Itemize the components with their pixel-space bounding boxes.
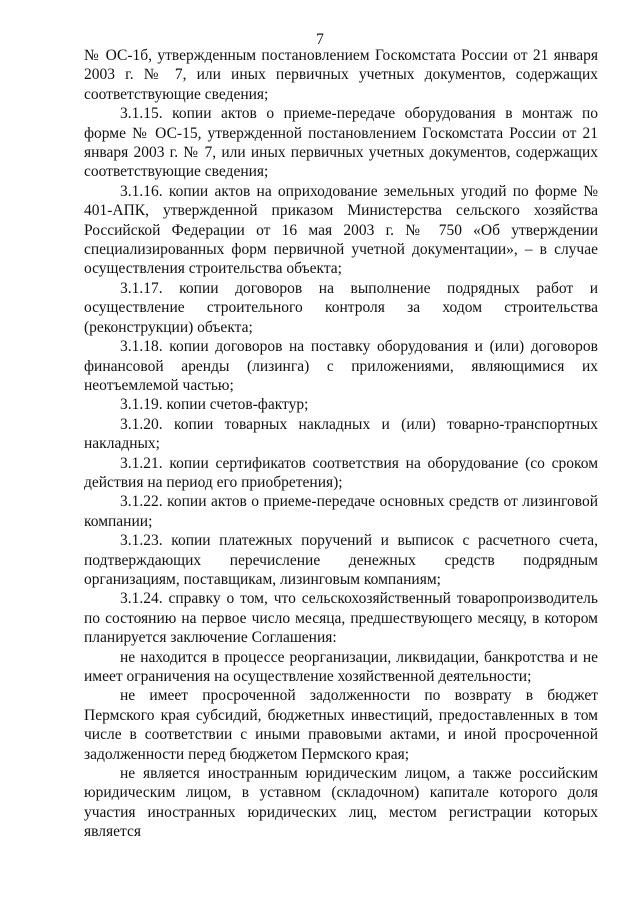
paragraph-continuation: № ОС-1б, утвержденным постановлением Госкомстата России от 21 января 2003 г. № 7, или иных первичных учетных документов, содержащих соответствующие сведения; xyxy=(84,47,598,103)
condition-no-reorganization: не находится в процессе реорганизации, ликвидации, банкротства и не имеет ограничения на осуществление хозяйственной деятельности; xyxy=(84,648,598,685)
document-body xyxy=(84,46,598,842)
paragraph-3-1-24: 3.1.24. справку о том, что сельскохозяйственный товаропроизводитель по состоянию на первое число месяца, предшествующего месяцу, в котором планируется заключение Соглашения: xyxy=(84,590,598,647)
paragraph-3-1-15: 3.1.15. копии актов о приеме-передаче оборудования в монтаж по форме № ОС-15, утвержденной постановлением Госкомстата России от 21 января 2003 г. № 7, или иных первичных учетных документов, содержащих соответствующие сведения; xyxy=(84,105,598,181)
paragraph-3-1-18: 3.1.18. копии договоров на поставку оборудования и (или) договоров финансовой аренды (лизинга) с приложениями, являющимися их неотъемлемой частью; xyxy=(84,338,598,394)
paragraph-3-1-19: 3.1.19. копии счетов-фактур; xyxy=(120,396,309,414)
condition-no-overdue-debt: не имеет просроченной задолженности по возврату в бюджет Пермского края субсидий, бюджетных инвестиций, предоставленных в том числе в соответствии с иными правовыми актами, и иной просроченной задолженности перед бюджетом Пермского края; xyxy=(84,687,598,763)
paragraph-3-1-17: 3.1.17. копии договоров на выполнение подрядных работ и осуществление строительного контроля за ходом строительства (реконструкции) объекта; xyxy=(84,279,598,336)
paragraph-3-1-21: 3.1.21. копии сертификатов соответствия на оборудование (со сроком действия на период его приобретения); xyxy=(84,454,598,491)
paragraph-3-1-23: 3.1.23. копии платежных поручений и выписок с расчетного счета, подтверждающих перечисление денежных средств подрядным организациям, поставщикам, лизинговым компаниям; xyxy=(84,532,598,588)
paragraph-3-1-20: 3.1.20. копии товарных накладных и (или) товарно-транспортных накладных; xyxy=(84,415,598,453)
paragraph-3-1-22: 3.1.22. копии актов о приеме-передаче основных средств от лизинговой компании; xyxy=(84,493,598,530)
paragraph-3-1-16: 3.1.16. копии актов на оприходование земельных угодий по форме № 401-АПК, утвержденной приказом Министерства сельского хозяйства Российской Федерации от 16 мая 2003 г. № 750 «Об утверждении специализированных форм первичной учетной документации», – в случае осуществления строительства объекта; xyxy=(84,182,598,278)
page-number: 7 xyxy=(316,31,324,48)
condition-not-foreign-entity: не является иностранным юридическим лицом, а также российским юридическим лицом, в уставном (складочном) капитале которого доля участия иностранных юридических лиц, местом регистрации которых является xyxy=(84,765,598,841)
